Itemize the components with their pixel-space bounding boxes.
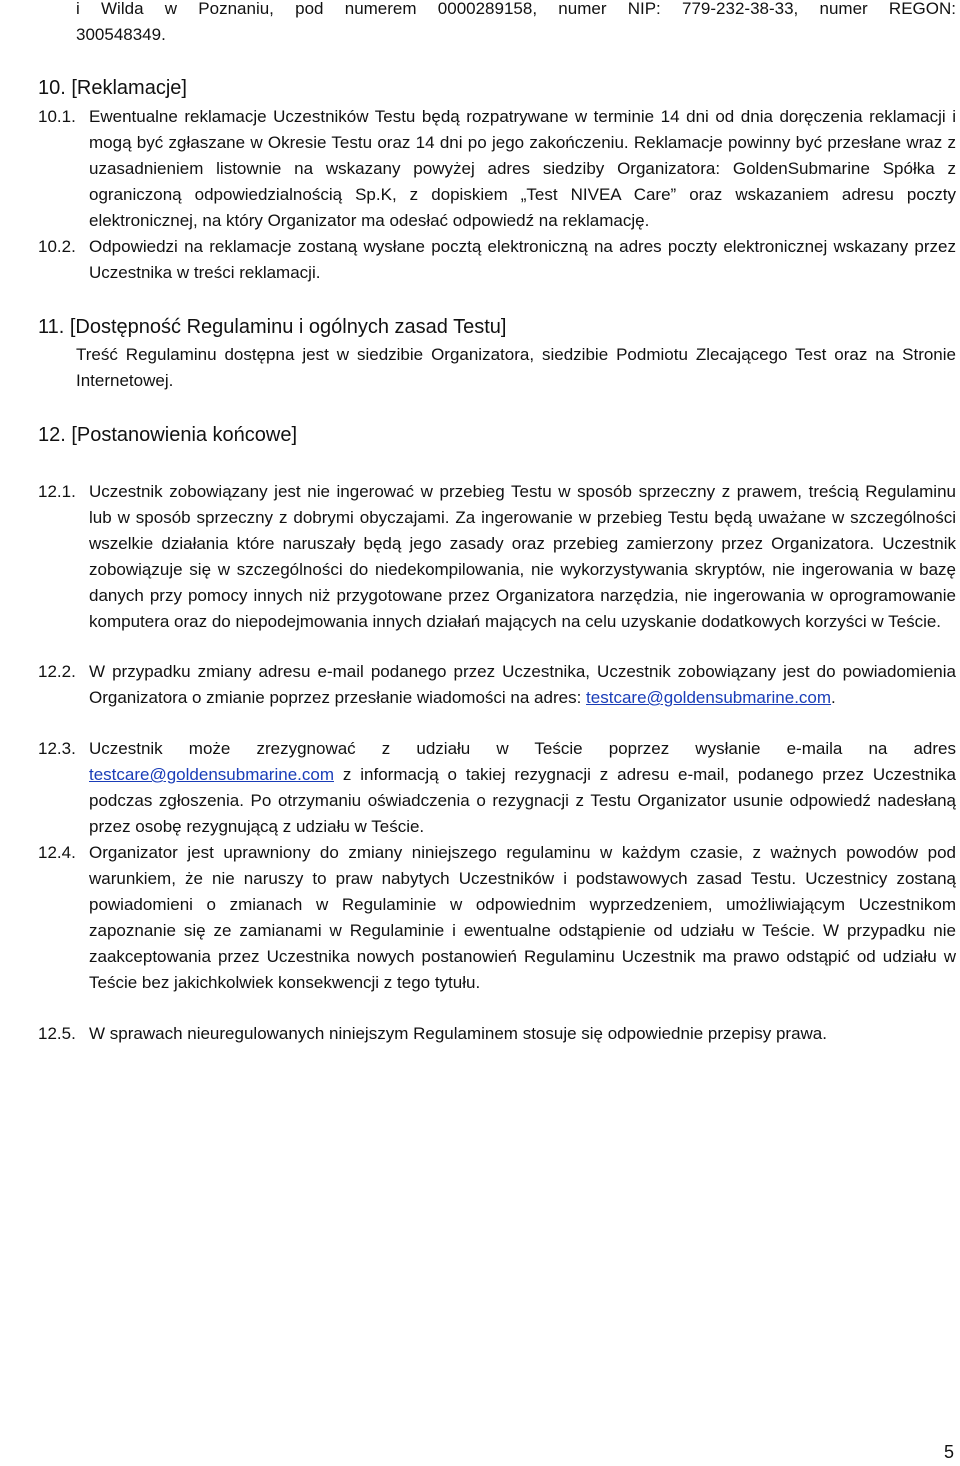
item-12-4-number: 12.4. xyxy=(38,843,76,862)
item-12-2-text xyxy=(89,659,956,711)
item-10-1-text xyxy=(89,104,956,234)
section-12-heading: 12. [Postanowienia końcowe] xyxy=(38,424,298,446)
section-11-heading: 11. [Dostępność Regulaminu i ogólnych zasad Testu] xyxy=(38,316,507,338)
item-12-1-paragraph: Uczestnik zobowiązany jest nie ingerować w przebieg Testu w sposób sprzeczny z prawem, treścią Regulaminu lub w sposób sprzeczny z dobrymi obyczajami. Za ingerowanie w przebieg Testu będą uważane w szczególności wszelkie działania które naruszały będą jego zasady oraz przebieg zamierzony przez Organizatora. Uczestnik zobowiązuje się w szczególności do niedekompilowania, nie wykorzystywania skryptów, nie ingerowania w bazę danych przy pomocy innych niż przygotowane przez Organizatora narzędzia, nie ingerowania w oprogramowanie komputera oraz do niepodejmowania innych działań mających na celu uzyskanie dodatkowych korzyści w Teście. xyxy=(89,482,956,631)
item-12-3-number: 12.3. xyxy=(38,739,76,758)
item-10-1-paragraph: Ewentualne reklamacje Uczestników Testu będą rozpatrywane w terminie 14 dni od dnia doręczenia reklamacji i mogą być zgłaszane w Okresie Testu oraz 14 dni po jego zakończeniu. Reklamacje powinny być przesłane wraz z uzasadnieniem listownie na wskazany powyżej adres siedziby Organizatora: GoldenSubmarine Spółka z ograniczoną odpowiedzialnością Sp.K, z dopiskiem „Test NIVEA Care” oraz wskazaniem adresu poczty elektronicznej, na który Organizator ma odesłać odpowiedź na reklamację. xyxy=(89,107,956,230)
section-11-text xyxy=(76,342,956,394)
item-12-3-text xyxy=(89,736,956,840)
email-link-2[interactable]: testcare@goldensubmarine.com xyxy=(89,765,334,784)
item-12-5-paragraph: W sprawach nieuregulowanych niniejszym Regulaminem stosuje się odpowiednie przepisy prawa. xyxy=(89,1024,827,1043)
item-12-4-paragraph: Organizator jest uprawniony do zmiany niniejszego regulaminu w każdym czasie, z ważnych powodów pod warunkiem, że nie naruszy to praw nabytych Uczestników i podstawowych zasad Testu. Uczestnicy zostaną powiadomieni o zmianach w Regulaminie w odpowiednim wyprzedzeniem, umożliwiającym Uczestnikom zapoznanie się ze zamianami w Regulaminie i ewentualne odstąpienie od udziału w Teście. W przypadku nie zaakceptowania przez Uczestnika nowych postanowień Regulaminu Uczestnik ma prawo odstąpić od udziału w Teście bez jakichkolwiek konsekwencji z tego tytułu. xyxy=(89,843,956,992)
item-12-2-number: 12.2. xyxy=(38,662,76,681)
item-10-2-number: 10.2. xyxy=(38,237,76,256)
item-12-2-text-end: . xyxy=(831,688,836,707)
section-11-paragraph: Treść Regulaminu dostępna jest w siedzibie Organizatora, siedzibie Podmiotu Zlecającego Test oraz na Stronie Internetowej. xyxy=(76,345,956,390)
intro-line-2: 300548349. xyxy=(76,25,166,44)
item-12-5-text xyxy=(89,1021,956,1047)
item-10-2-text xyxy=(89,234,956,286)
item-12-5-number: 12.5. xyxy=(38,1024,76,1043)
item-12-2-paragraph xyxy=(89,659,956,711)
page-number: 5 xyxy=(943,1442,954,1462)
item-12-4-text xyxy=(89,840,956,996)
email-link-1[interactable]: testcare@goldensubmarine.com xyxy=(586,688,832,707)
item-12-2-text-start: W przypadku zmiany adresu e-mail podanego przez Uczestnika, Uczestnik zobowiązany jest do powiadomienia Organizatora o zmianie poprzez przesłanie wiadomości na adres: xyxy=(89,662,956,707)
item-12-1-number: 12.1. xyxy=(38,482,76,501)
intro-text-1: i Wilda w Poznaniu, pod numerem 0000289158, numer NIP: 779-232-38-33, numer REGON: xyxy=(76,0,956,18)
item-12-3-text-start: Uczestnik może zrezygnować z udziału w Teście poprzez wysłanie e-maila na adres xyxy=(89,739,956,758)
item-12-1-text xyxy=(89,479,956,635)
intro-line-1 xyxy=(76,0,956,22)
item-12-3-paragraph xyxy=(89,736,956,840)
item-12-3-text-end: z informacją o takiej rezygnacji z adresu e-mail, podanego przez Uczestnika podczas zgłoszenia. Po otrzymaniu oświadczenia o rezygnacji z Testu Organizator usunie odpowiedź nadesłaną przez osobę rezygnującą z udziału w Teście. xyxy=(89,765,956,836)
item-10-2-paragraph: Odpowiedzi na reklamacje zostaną wysłane pocztą elektroniczną na adres poczty elektronicznej wskazany przez Uczestnika w treści reklamacji. xyxy=(89,237,956,282)
item-10-1-number: 10.1. xyxy=(38,107,76,126)
section-10-heading: 10. [Reklamacje] xyxy=(38,77,187,99)
